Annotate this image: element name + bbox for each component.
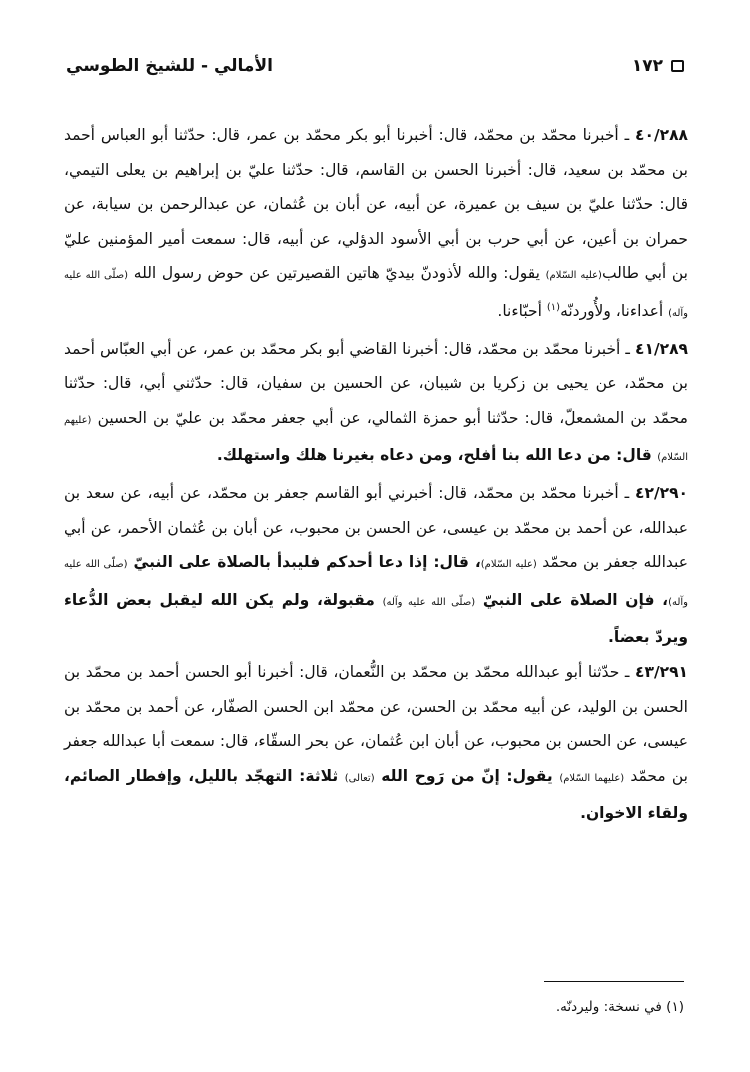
hadith-number: ٤٠/٢٨٨ xyxy=(635,126,688,144)
footnote-reference: (١) xyxy=(546,301,561,313)
hadith-paragraph xyxy=(64,476,688,655)
hadith-text: يقول: والله لأذودنّ بيديّ هاتين القصيرتين عن حوض رسول الله xyxy=(128,264,546,283)
honorific: (عليهم السّلام) xyxy=(64,414,688,464)
hadith-text: يقول: إنّ من رَوح الله xyxy=(374,766,560,785)
honorific: (عليه السّلام) xyxy=(480,559,537,571)
hadith-text: قال: من دعا الله بنا أفلح، ومن دعاه بغيرنا هلك واستهلك. xyxy=(216,446,658,465)
page-header xyxy=(66,52,684,80)
footnote: (١) في نسخة: وليردنّه. xyxy=(555,999,684,1015)
running-title: الأمالي - للشيخ الطوسي xyxy=(66,56,273,76)
hadith-paragraph xyxy=(64,118,688,332)
page-number: ١٧٢ xyxy=(631,56,663,76)
page-number-block xyxy=(632,56,684,76)
hadith-text: ـ أخبرنا محمّد بن محمّد، قال: أخبرني أبو القاسم جعفر بن محمّد، عن أبيه، عن سعد بن عبدالله، عن أحمد بن محمّد بن عيسى، عن الحسن بن محبوب، عن أبان بن عُثمان الأحمر، عن أبي عبدالله جعفر بن محمّد xyxy=(64,483,688,572)
hadith-text: ـ أخبرنا محمّد بن محمّد، قال: أخبرنا القاضي أبو بكر محمّد بن عمر، عن أبي العبّاس أحمد بن محمّد، عن يحيى بن زكريا بن شيبان، عن الحسين بن سفيان، قال: حدّثني أبي، قال: حدّثنا محمّد بن المشمعلّ، قال: حدّثنا أبو حمزة الثمالي، عن أبي جعفر محمّد بن عليّ بن الحسين xyxy=(64,339,688,427)
hadith-text: ثلاثة: التهجّد بالليل، وإفطار الصائم، ولقاء الاخوان. xyxy=(64,766,688,823)
hadith-text: ، قال: إذا دعا أحدكم فليبدأ بالصلاة على النبيّ xyxy=(127,553,481,572)
hadith-number: ٤٢/٢٩٠ xyxy=(635,483,688,502)
hadith-number: ٤٣/٢٩١ xyxy=(635,662,688,681)
hadith-text: ـ أخبرنا محمّد بن محمّد، قال: أخبرنا أبو بكر محمّد بن عمر، قال: حدّثنا أبو العباس أحمد بن محمّد بن سعيد، قال: أخبرنا الحسن بن القاسم، قال: حدّثنا عليّ بن إبراهيم بن يعلى التيمي، قال: حدّثنا عليّ بن سيف بن عميرة، عن أبيه، عن أبان بن عُثمان، عن عبدالرحمن بن سيابة، عن حمران بن أعين، عن أبي حرب بن أبي الأسود الدؤلي، عن أبيه، قال: سمعت أمير المؤمنين عليّ بن أبي طالب xyxy=(64,126,688,283)
hadith-text: أعداءنا، ولأُوردنّه xyxy=(560,301,669,320)
hadith-number: ٤١/٢٨٩ xyxy=(635,339,688,358)
honorific: (تعالى) xyxy=(344,772,375,784)
hadith-text: مقبولة، ولم يكن الله ليقبل بعض الدُّعاء ويردّ بعضاً. xyxy=(64,590,688,647)
main-text xyxy=(64,118,688,831)
hadith-text: ، فإن الصلاة على النبيّ xyxy=(475,590,669,609)
honorific: (صلّى الله عليه وآله) xyxy=(64,270,688,319)
honorific: (عليهما السّلام) xyxy=(559,772,625,784)
hadith-paragraph xyxy=(64,332,688,476)
hadith-paragraph xyxy=(64,655,688,831)
honorific: (عليه السّلام) xyxy=(545,270,602,282)
square-icon xyxy=(671,60,684,72)
honorific: (صلّى الله عليه وآله) xyxy=(382,596,476,608)
hadith-text: أحبّاءنا. xyxy=(497,301,547,320)
honorific: (صلّى الله عليه وآله) xyxy=(64,559,688,608)
footnote-divider xyxy=(544,981,684,982)
hadith-text: ـ حدّثنا أبو عبدالله محمّد بن محمّد بن النُّعمان، قال: أخبرنا أبو الحسن أحمد بن محمّد بن الحسن بن الوليد، عن أبيه محمّد بن الحسن، عن محمّد ابن الحسن الصفّار، عن أحمد بن محمّد بن عيسى، عن الحسن بن محبوب، عن أبان ابن عُثمان، عن بحر السقّاء، قال: سمعت أبا عبدالله جعفر بن محمّد xyxy=(64,662,688,785)
